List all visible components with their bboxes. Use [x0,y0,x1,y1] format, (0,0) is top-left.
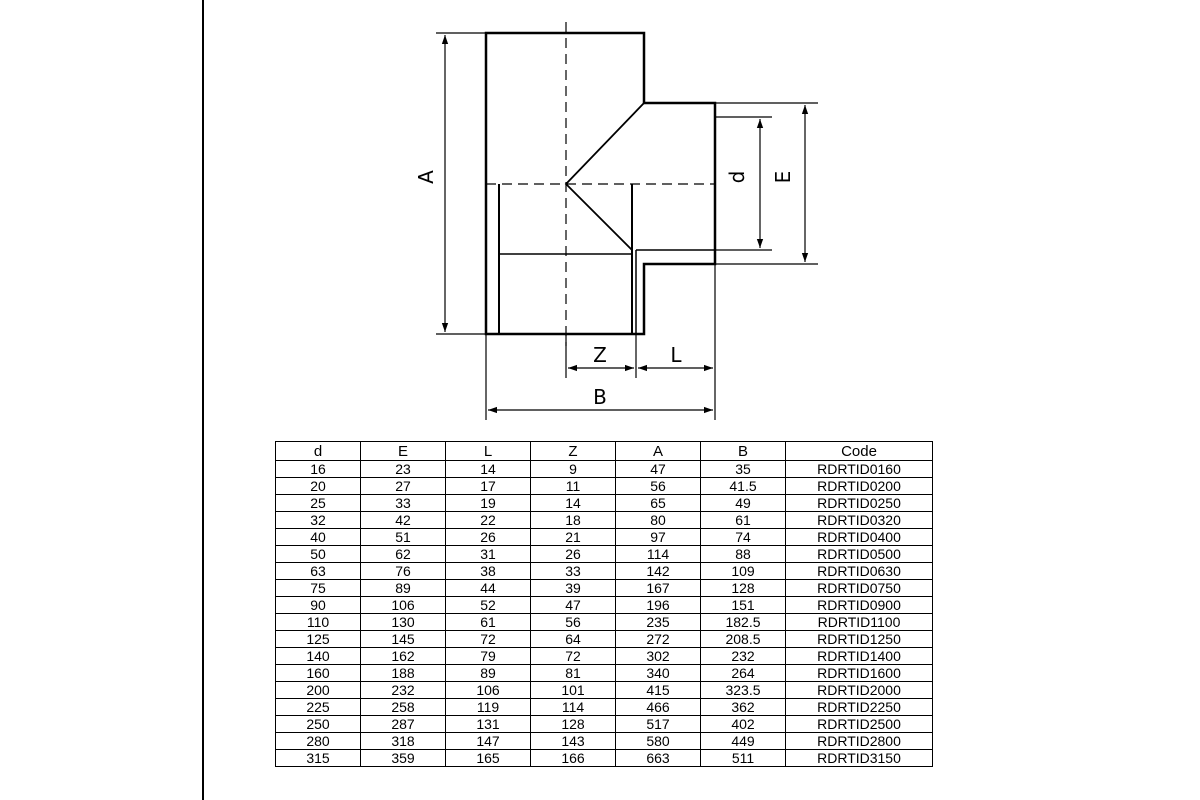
table-row [276,716,933,733]
cell-l: 52 [446,597,531,614]
cell-b: 88 [701,546,786,563]
cell-code: RDRTID2800 [786,733,933,750]
cell-z: 18 [531,512,616,529]
cell-e: 23 [361,461,446,478]
center-lines [486,22,715,346]
cell-code: RDRTID0400 [786,529,933,546]
header-z: Z [531,442,616,461]
cell-d: 40 [276,529,361,546]
cell-a: 340 [616,665,701,682]
cell-code: RDRTID0500 [786,546,933,563]
cell-z: 72 [531,648,616,665]
header-l: L [446,442,531,461]
cell-e: 287 [361,716,446,733]
table-row [276,478,933,495]
cell-b: 41.5 [701,478,786,495]
cell-z: 114 [531,699,616,716]
table-row [276,563,933,580]
cell-code: RDRTID1250 [786,631,933,648]
cell-l: 131 [446,716,531,733]
label-d: d [725,170,749,184]
cell-l: 72 [446,631,531,648]
cell-l: 89 [446,665,531,682]
cell-l: 26 [446,529,531,546]
header-a: A [616,442,701,461]
cell-a: 272 [616,631,701,648]
cell-l: 79 [446,648,531,665]
cell-b: 74 [701,529,786,546]
cell-d: 25 [276,495,361,512]
cell-a: 466 [616,699,701,716]
cell-code: RDRTID1600 [786,665,933,682]
cell-l: 31 [446,546,531,563]
cell-e: 106 [361,597,446,614]
table-row [276,597,933,614]
cell-d: 250 [276,716,361,733]
cell-b: 151 [701,597,786,614]
cell-z: 9 [531,461,616,478]
table-row [276,614,933,631]
cell-e: 258 [361,699,446,716]
table-row [276,682,933,699]
cell-a: 114 [616,546,701,563]
cell-z: 33 [531,563,616,580]
table-row [276,546,933,563]
cell-code: RDRTID1100 [786,614,933,631]
cell-e: 232 [361,682,446,699]
cell-e: 188 [361,665,446,682]
cell-z: 128 [531,716,616,733]
cell-e: 27 [361,478,446,495]
cell-code: RDRTID2000 [786,682,933,699]
cell-e: 42 [361,512,446,529]
cell-e: 51 [361,529,446,546]
cell-code: RDRTID0630 [786,563,933,580]
table-row [276,665,933,682]
cell-b: 35 [701,461,786,478]
cell-b: 109 [701,563,786,580]
cell-d: 50 [276,546,361,563]
cell-b: 182.5 [701,614,786,631]
cell-l: 147 [446,733,531,750]
cell-l: 44 [446,580,531,597]
cell-b: 208.5 [701,631,786,648]
header-b: B [701,442,786,461]
table-row [276,699,933,716]
cell-d: 75 [276,580,361,597]
table-row [276,733,933,750]
dimension-labels [414,170,795,409]
table-header-row [276,442,933,461]
cell-z: 39 [531,580,616,597]
cell-code: RDRTID1400 [786,648,933,665]
header-d: d [276,442,361,461]
cell-l: 19 [446,495,531,512]
cell-a: 167 [616,580,701,597]
cell-code: RDRTID0750 [786,580,933,597]
cell-code: RDRTID3150 [786,750,933,767]
cell-z: 56 [531,614,616,631]
cell-a: 97 [616,529,701,546]
cell-l: 17 [446,478,531,495]
cell-a: 663 [616,750,701,767]
cell-e: 359 [361,750,446,767]
cell-d: 200 [276,682,361,699]
table-row [276,495,933,512]
cell-b: 402 [701,716,786,733]
cell-d: 16 [276,461,361,478]
table-row [276,512,933,529]
cell-b: 61 [701,512,786,529]
cell-d: 315 [276,750,361,767]
table-row [276,631,933,648]
label-z: Z [593,343,607,367]
cell-d: 125 [276,631,361,648]
cell-z: 64 [531,631,616,648]
cell-a: 80 [616,512,701,529]
cell-a: 302 [616,648,701,665]
cell-e: 33 [361,495,446,512]
cell-z: 47 [531,597,616,614]
cell-d: 20 [276,478,361,495]
cell-z: 81 [531,665,616,682]
cell-l: 61 [446,614,531,631]
cell-l: 119 [446,699,531,716]
cell-a: 580 [616,733,701,750]
cell-b: 128 [701,580,786,597]
cell-code: RDRTID2500 [786,716,933,733]
cell-l: 38 [446,563,531,580]
cell-code: RDRTID0320 [786,512,933,529]
cell-a: 235 [616,614,701,631]
cell-d: 280 [276,733,361,750]
cell-e: 145 [361,631,446,648]
table-row [276,461,933,478]
cell-a: 196 [616,597,701,614]
label-b: B [593,385,607,409]
cell-e: 130 [361,614,446,631]
cell-b: 264 [701,665,786,682]
cell-l: 14 [446,461,531,478]
cell-b: 511 [701,750,786,767]
cell-b: 362 [701,699,786,716]
cell-z: 11 [531,478,616,495]
cell-l: 22 [446,512,531,529]
cell-a: 517 [616,716,701,733]
cell-a: 56 [616,478,701,495]
cell-d: 32 [276,512,361,529]
label-e: E [771,170,795,184]
label-a: A [414,170,438,184]
cell-d: 160 [276,665,361,682]
cell-b: 323.5 [701,682,786,699]
cell-d: 140 [276,648,361,665]
cell-a: 65 [616,495,701,512]
cell-l: 165 [446,750,531,767]
cell-d: 63 [276,563,361,580]
cell-l: 106 [446,682,531,699]
cell-e: 318 [361,733,446,750]
table-body [276,461,933,767]
cell-b: 232 [701,648,786,665]
dimension-lines [436,33,818,420]
cell-code: RDRTID0250 [786,495,933,512]
cell-a: 142 [616,563,701,580]
cell-z: 26 [531,546,616,563]
cell-z: 143 [531,733,616,750]
cell-a: 415 [616,682,701,699]
cell-e: 162 [361,648,446,665]
cell-e: 89 [361,580,446,597]
header-e: E [361,442,446,461]
cell-code: RDRTID2250 [786,699,933,716]
cell-d: 225 [276,699,361,716]
cell-code: RDRTID0160 [786,461,933,478]
table-row [276,648,933,665]
table-row [276,750,933,767]
cell-a: 47 [616,461,701,478]
dimensions-table [275,441,933,767]
cell-b: 49 [701,495,786,512]
cell-d: 110 [276,614,361,631]
table-row [276,580,933,597]
cell-d: 90 [276,597,361,614]
cell-e: 62 [361,546,446,563]
cell-z: 21 [531,529,616,546]
cell-z: 101 [531,682,616,699]
cell-code: RDRTID0900 [786,597,933,614]
table-row [276,529,933,546]
header-code: Code [786,442,933,461]
cell-z: 166 [531,750,616,767]
cell-z: 14 [531,495,616,512]
cell-e: 76 [361,563,446,580]
cell-code: RDRTID0200 [786,478,933,495]
cell-b: 449 [701,733,786,750]
label-l: L [670,343,682,367]
